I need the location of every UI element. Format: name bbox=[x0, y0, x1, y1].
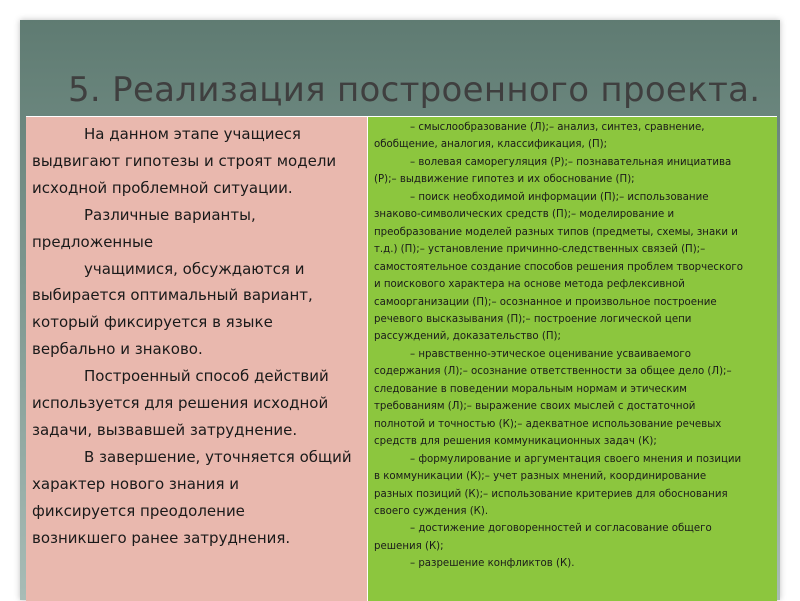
description-line: характер нового знания и bbox=[32, 474, 239, 493]
learning-action-line: полнотой и точностью (К);– адекватное использование речевых bbox=[374, 418, 722, 430]
stage-description-column bbox=[26, 117, 368, 601]
learning-action-line: обобщение, аналогия, классификация, (П); bbox=[374, 139, 608, 151]
description-line: Различные варианты, bbox=[84, 205, 256, 224]
learning-action-line: содержания (Л);– осознание ответственности за общее дело (Л);– bbox=[374, 366, 732, 378]
description-line: который фиксируется в языке bbox=[32, 313, 273, 332]
description-line: В завершение, уточняется общий bbox=[84, 447, 352, 466]
description-line: Построенный способ действий bbox=[84, 367, 329, 386]
description-line: фиксируется преодоление bbox=[32, 501, 245, 520]
learning-action-line: требованиям (Л);– выражение своих мыслей с достаточной bbox=[374, 401, 696, 413]
learning-action-line: рассуждений, доказательство (П); bbox=[374, 331, 561, 343]
learning-action-line: – достижение договоренностей и согласование общего bbox=[410, 523, 712, 535]
description-line: выбирается оптимальный вариант, bbox=[32, 286, 313, 305]
description-line: возникшего ранее затруднения. bbox=[32, 528, 291, 547]
learning-action-line: самостоятельное создание способов решения проблем творческого bbox=[374, 261, 744, 273]
learning-action-line: и поискового характера на основе метода рефлексивной bbox=[374, 279, 685, 291]
learning-action-line: преобразование моделей разных типов (предметы, схемы, знаки и bbox=[374, 226, 738, 238]
description-line: На данном этапе учащиеся bbox=[84, 125, 301, 143]
learning-action-line: – формулирование и аргументация своего мнения и позиции bbox=[410, 453, 742, 465]
description-line: предложенные bbox=[32, 232, 154, 251]
learning-action-line: знаково-символических средств (П);– моделирование и bbox=[374, 209, 675, 221]
content-table bbox=[26, 116, 777, 601]
description-line: задачи, вызвавшей затруднение. bbox=[32, 420, 298, 439]
description-line: исходной проблемной ситуации. bbox=[32, 178, 293, 197]
description-line: используется для решения исходной bbox=[32, 394, 329, 413]
learning-action-line: – волевая саморегуляция (Р);– познавательная инициатива bbox=[410, 156, 732, 168]
learning-action-line: – поиск необходимой информации (П);– использование bbox=[410, 191, 709, 203]
learning-action-line: речевого высказывания (П);– построение логической цепи bbox=[374, 313, 692, 325]
learning-action-line: – смыслообразование (Л);– анализ, синтез, сравнение, bbox=[410, 122, 705, 133]
description-line: выдвигают гипотезы и строят модели bbox=[32, 151, 337, 170]
learning-action-line: самоорганизации (П);– осознанное и произвольное построение bbox=[374, 296, 717, 308]
learning-action-line: в коммуникации (К);– учет разных мнений, координирование bbox=[374, 471, 707, 483]
learning-action-line: (Р);– выдвижение гипотез и их обоснование (П); bbox=[374, 174, 635, 186]
learning-action-line: т.д.) (П);– установление причинно-следственных связей (П);– bbox=[374, 244, 706, 256]
description-line: вербально и знаково. bbox=[32, 340, 203, 359]
learning-action-line: своего суждения (К). bbox=[374, 505, 489, 517]
description-line: учащимися, обсуждаются и bbox=[84, 259, 305, 278]
learning-actions-column bbox=[368, 117, 777, 601]
learning-action-line: решения (К); bbox=[374, 540, 444, 552]
learning-action-line: следование в поведении моральным нормам и этическим bbox=[374, 383, 687, 395]
learning-action-line: средств для решения коммуникационных задач (К); bbox=[374, 436, 657, 448]
learning-action-line: – нравственно-этическое оценивание усваиваемого bbox=[410, 348, 691, 360]
learning-action-line: разных позиций (К);– использование критериев для обоснования bbox=[374, 488, 728, 500]
slide-title: 5. Реализация построенного проекта. bbox=[68, 70, 761, 110]
learning-action-line: – разрешение конфликтов (К). bbox=[410, 558, 575, 570]
